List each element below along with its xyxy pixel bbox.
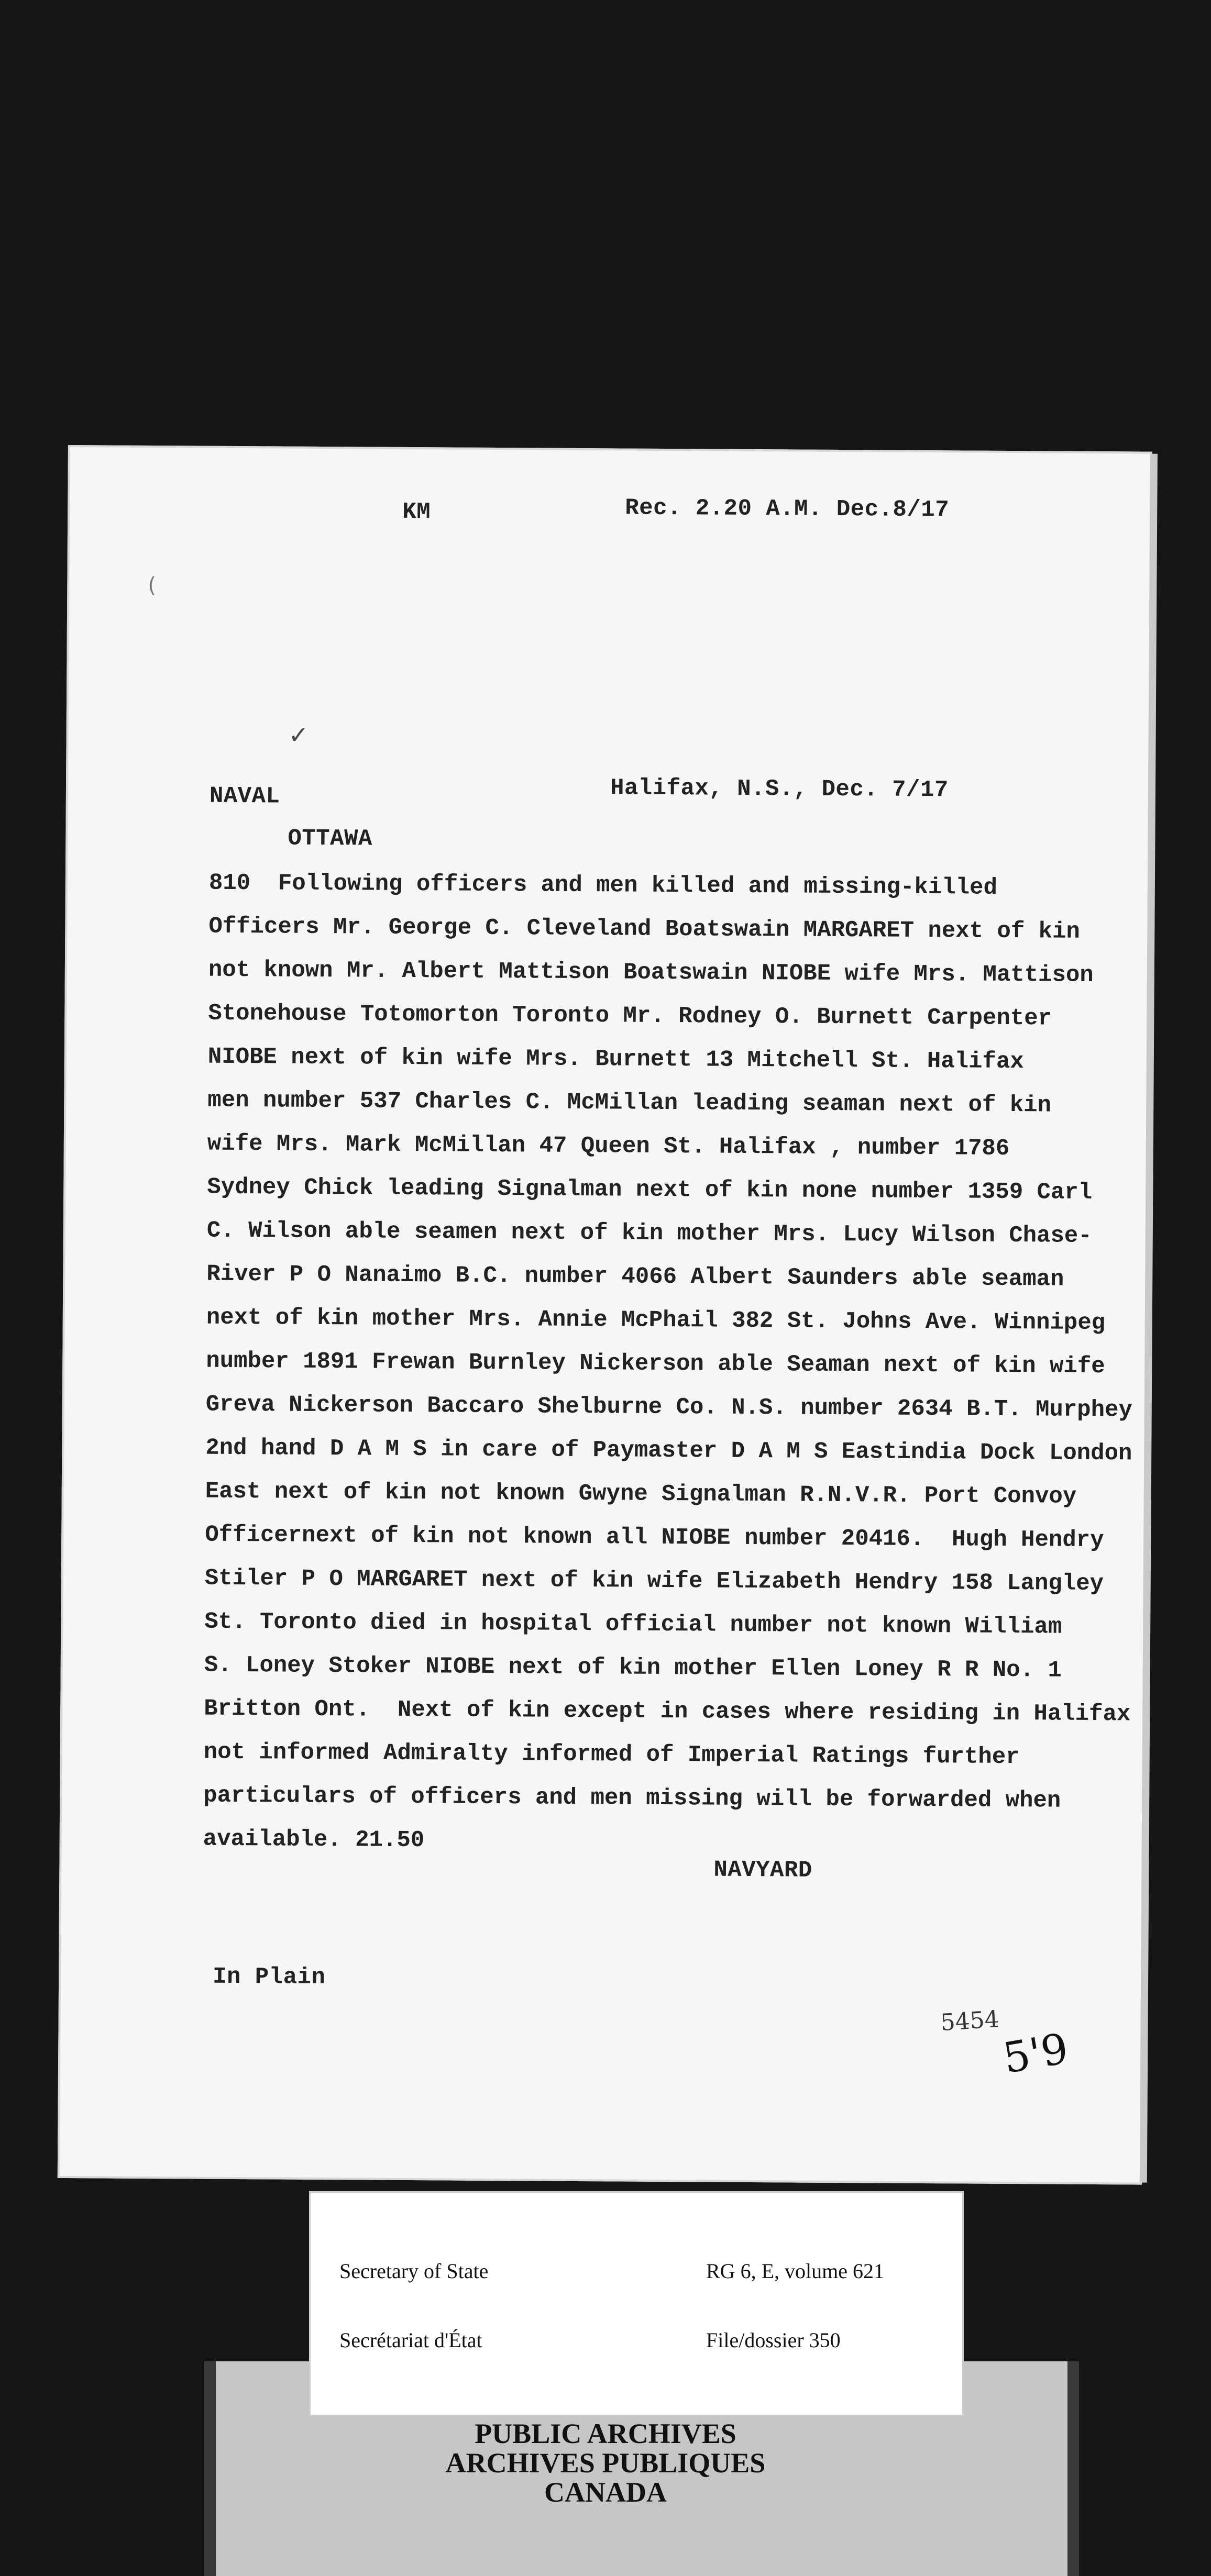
archives-stamp-text: [0, 2419, 1211, 2507]
body-line: East next of kin not known Gwyne Signalman R.N.V.R. Port Convoy: [205, 1478, 1077, 1510]
body-line: Greva Nickerson Baccaro Shelburne Co. N.S. number 2634 B.T. Murphey: [205, 1391, 1133, 1424]
message-body: [203, 862, 1141, 1867]
body-line: next of kin mother Mrs. Annie McPhail 382 St. Johns Ave. Winnipeg: [206, 1304, 1106, 1337]
body-line: Officernext of kin not known all NIOBE number 20416. Hugh Hendry: [205, 1522, 1104, 1554]
body-line: Britton Ont. Next of kin except in cases where residing in Halifax: [204, 1695, 1131, 1728]
body-line: Stiler P O MARGARET next of kin wife Elizabeth Hendry 158 Langley: [204, 1565, 1104, 1597]
body-line: NIOBE next of kin wife Mrs. Burnett 13 Mitchell St. Halifax: [207, 1043, 1024, 1075]
page-edge: [1140, 454, 1158, 2183]
signature: NAVYARD: [713, 1857, 812, 1884]
department-fr: Secrétariat d'État: [339, 2328, 482, 2352]
operator-initials: KM: [402, 498, 431, 526]
handwritten-mark: 5'9: [999, 2024, 1072, 2083]
body-line: not informed Admiralty informed of Imperial Ratings further: [203, 1739, 1020, 1771]
body-line: 2nd hand D A M S in care of Paymaster D A M S Eastindia Dock London: [205, 1435, 1132, 1467]
stamp-line-2: ARCHIVES PUBLIQUES: [445, 2447, 766, 2479]
body-line: Sydney Chick leading Signalman next of kin none number 1359 Carl: [207, 1174, 1093, 1206]
archive-label: [309, 2191, 964, 2416]
body-line: S. Loney Stoker NIOBE next of kin mother Ellen Loney R R No. 1: [204, 1652, 1062, 1684]
body-line: not known Mr. Albert Mattison Boatswain NIOBE wife Mrs. Mattison: [208, 957, 1094, 989]
received-stamp: Rec. 2.20 A.M. Dec.8/17: [625, 495, 950, 524]
telegram-page: [58, 445, 1152, 2185]
body-line: available. 21.50: [203, 1826, 425, 1854]
destination-city: OTTAWA: [288, 825, 373, 852]
body-line: Officers Mr. George C. Cleveland Boatswain MARGARET next of kin: [208, 913, 1080, 945]
footer-note: In Plain: [212, 1963, 326, 1991]
file-number: File/dossier 350: [706, 2328, 841, 2352]
stamp-line-1: PUBLIC ARCHIVES: [475, 2418, 736, 2449]
body-line: C. Wilson able seamen next of kin mother Mrs. Lucy Wilson Chase-: [206, 1217, 1092, 1249]
pencil-mark: (: [148, 573, 157, 598]
origin-date: Halifax, N.S., Dec. 7/17: [610, 775, 949, 804]
body-line: wife Mrs. Mark McMillan 47 Queen St. Halifax , number 1786: [207, 1130, 1010, 1162]
body-line: men number 537 Charles C. McMillan leading seaman next of kin: [207, 1087, 1052, 1119]
reference-block: [706, 2214, 884, 2398]
body-line: River P O Nanaimo B.C. number 4066 Albert Saunders able seaman: [206, 1261, 1064, 1293]
handwritten-number: 5454: [940, 2006, 1000, 2037]
body-line: Stonehouse Totomorton Toronto Mr. Rodney O. Burnett Carpenter: [208, 1000, 1052, 1032]
stamp-line-3: CANADA: [544, 2477, 667, 2508]
department-en: Secretary of State: [339, 2259, 489, 2283]
body-line: particulars of officers and men missing will be forwarded when: [203, 1782, 1061, 1814]
body-line: number 1891 Frewan Burnley Nickerson able Seaman next of kin wife: [206, 1348, 1105, 1380]
record-group: RG 6, E, volume 621: [706, 2259, 884, 2283]
addressee: NAVAL: [209, 783, 280, 810]
check-mark: ✓: [288, 720, 309, 749]
body-line: 810 Following officers and men killed and missing-killed: [208, 870, 998, 901]
body-line: St. Toronto died in hospital official number not known William: [204, 1608, 1062, 1640]
department-block: [339, 2214, 488, 2398]
